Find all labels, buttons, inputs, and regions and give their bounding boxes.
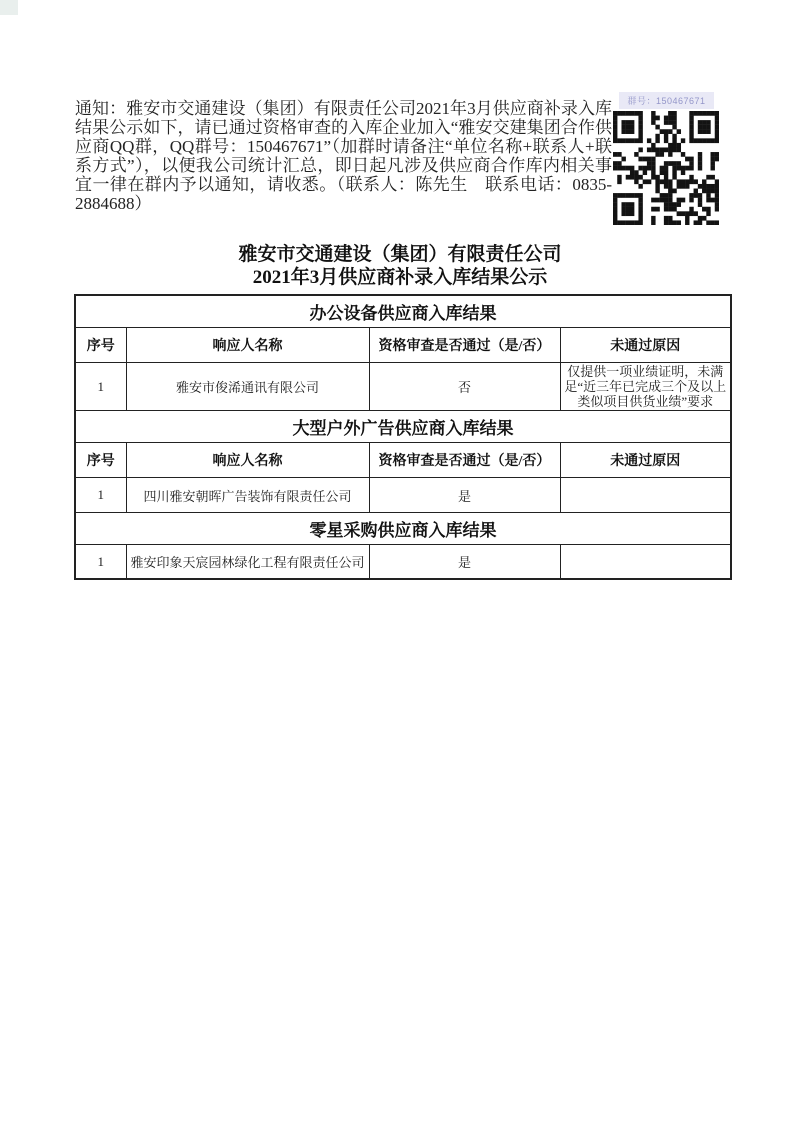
cell-passed: 否 bbox=[369, 363, 560, 411]
title-line-1: 雅安市交通建设（集团）有限责任公司 bbox=[238, 244, 562, 265]
qr-group-number-text: 群号：150467671 bbox=[627, 96, 706, 106]
col-header-respondent-name: 响应人名称 bbox=[126, 328, 369, 363]
column-header-row-2 bbox=[75, 443, 731, 478]
cell-fail-reason bbox=[560, 545, 731, 580]
col-header-fail-reason: 未通过原因 bbox=[560, 443, 731, 478]
cell-respondent-name: 雅安市俊浠通讯有限公司 bbox=[126, 363, 369, 411]
document-title bbox=[0, 243, 800, 289]
table-row-outdoor-advertising-1 bbox=[75, 478, 731, 513]
section-row-office-equipment bbox=[75, 295, 731, 328]
column-header-row-1 bbox=[75, 328, 731, 363]
section-title-sporadic-procurement: 零星采购供应商入库结果 bbox=[75, 513, 731, 545]
corner-mark bbox=[0, 0, 18, 15]
cell-no: 1 bbox=[75, 545, 126, 580]
col-header-no: 序号 bbox=[75, 443, 126, 478]
cell-respondent-name: 雅安印象天宸园林绿化工程有限责任公司 bbox=[126, 545, 369, 580]
results-table bbox=[74, 294, 732, 580]
title-line-2: 2021年3月供应商补录入库结果公示 bbox=[252, 267, 548, 288]
notice-paragraph: 通知：雅安市交通建设（集团）有限责任公司2021年3月供应商补录入库结果公示如下，请已通过资格审查的入库企业加入“雅安交建集团合作供应商QQ群，QQ群号：150467671”（加群时请备注“单位名称+联系人+联系方式”），以便我公司统计汇总，即日起凡涉及供应商合作库内相关事宜一律在群内予以通知，请收悉。（联系人：陈先生 联系电话：0835-2884688） bbox=[75, 99, 612, 213]
cell-fail-reason bbox=[560, 478, 731, 513]
table-row-sporadic-procurement-1 bbox=[75, 545, 731, 580]
qr-code bbox=[613, 111, 719, 225]
cell-respondent-name: 四川雅安朝晖广告装饰有限责任公司 bbox=[126, 478, 369, 513]
section-row-outdoor-advertising bbox=[75, 411, 731, 443]
cell-fail-reason: 仅提供一项业绩证明，未满足“近三年已完成三个及以上类似项目供货业绩”要求 bbox=[560, 363, 731, 411]
col-header-qualification-passed: 资格审查是否通过（是/否） bbox=[369, 443, 560, 478]
col-header-respondent-name: 响应人名称 bbox=[126, 443, 369, 478]
cell-passed: 是 bbox=[369, 478, 560, 513]
col-header-fail-reason: 未通过原因 bbox=[560, 328, 731, 363]
table-row-office-equipment-1 bbox=[75, 363, 731, 411]
qr-group-number-label bbox=[619, 92, 714, 109]
col-header-no: 序号 bbox=[75, 328, 126, 363]
section-row-sporadic-procurement bbox=[75, 513, 731, 545]
section-title-outdoor-advertising: 大型户外广告供应商入库结果 bbox=[75, 411, 731, 443]
cell-no: 1 bbox=[75, 478, 126, 513]
cell-passed: 是 bbox=[369, 545, 560, 580]
section-title-office-equipment: 办公设备供应商入库结果 bbox=[75, 295, 731, 328]
cell-no: 1 bbox=[75, 363, 126, 411]
col-header-qualification-passed: 资格审查是否通过（是/否） bbox=[369, 328, 560, 363]
